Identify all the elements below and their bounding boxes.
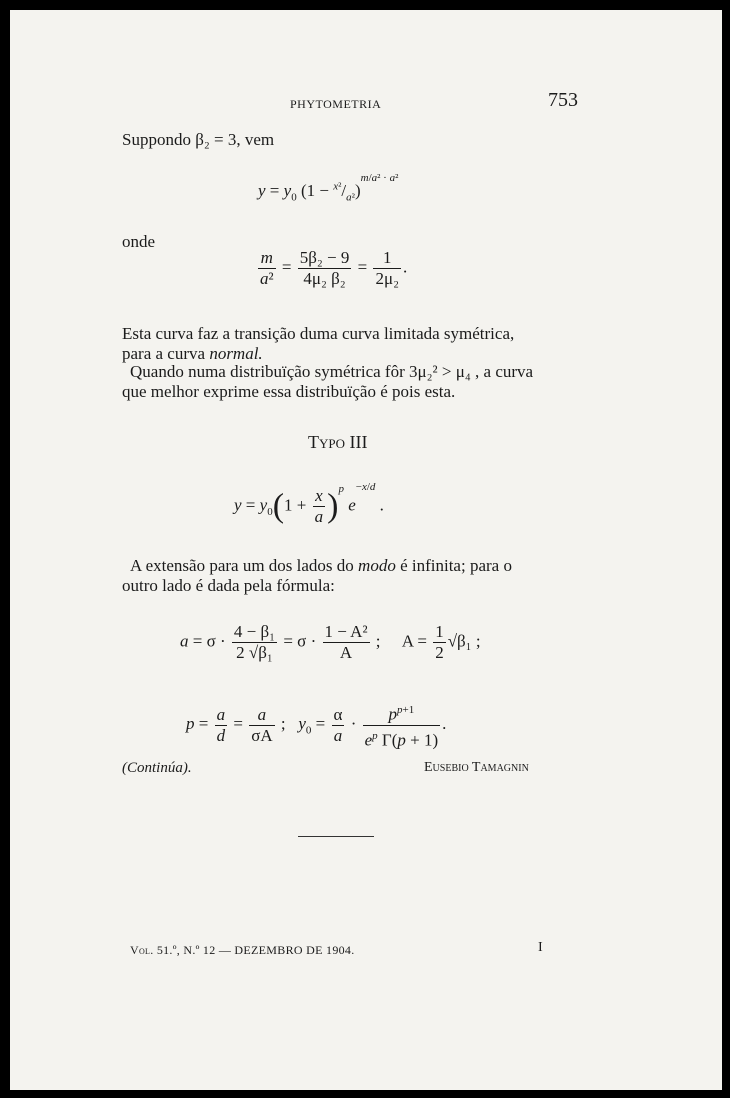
paragraph-line: Esta curva faz a transição duma curva limitada symétrica, bbox=[122, 324, 515, 343]
paragraph-line: Quando numa distribuïção symétrica fôr 3μ₂² > μ₄ , a curva bbox=[130, 362, 534, 381]
paragraph-line: outro lado é dada pela fórmula: bbox=[122, 576, 335, 595]
section-divider bbox=[298, 836, 374, 837]
paragraph-line: para a curva normal. bbox=[122, 344, 263, 363]
running-title: PHYTOMETRIA bbox=[290, 97, 382, 111]
paragraph-line: que melhor exprime essa distribuïção é pois esta. bbox=[122, 382, 456, 401]
author-name: Eusebio Tamagnin bbox=[424, 760, 529, 775]
document-page bbox=[10, 10, 722, 1090]
continua-note: (Continúa). bbox=[122, 760, 192, 776]
paragraph-distribution bbox=[122, 362, 592, 402]
formula-typo-iii: $y = y_0(1$ + $\frac{x}{a}$ )$^p$ $e^{-x/d}$ . bbox=[234, 480, 384, 526]
formula-curve-type-ii bbox=[258, 172, 399, 204]
page-number: 753 bbox=[548, 89, 578, 111]
paragraph-line: A extensão para um dos lados do modo é infinita; para o bbox=[130, 556, 512, 575]
formula-p-y0: p = $\frac{a}{d}$ = $\frac{a}{\sigma A}$ ; $y_0$ = $\frac{\alpha}{a}$ · $\frac{p^{p+1}}{e^p \Gamma(p + 1)}$ . bbox=[186, 700, 446, 750]
paragraph-extension bbox=[122, 556, 592, 596]
footer-citation: Vol. 51.º, N.º 12 — DEZEMBRO DE 1904. bbox=[130, 943, 355, 957]
onde-label: onde bbox=[122, 232, 156, 251]
formula-m-ratio: $\frac{m}{\text{a²}}$ = $\frac{\text{5β₂ − 9}}{\text{4μ₂ β₂}}$ = $\frac{1}{\text{2μ₂}}$ . bbox=[260, 248, 408, 288]
signature-mark: I bbox=[538, 940, 543, 955]
supponding-line: Suppondo β₂ = 3, vem bbox=[122, 130, 275, 149]
section-title: Typo III bbox=[308, 432, 368, 452]
page-header bbox=[10, 85, 722, 115]
paragraph-transition bbox=[122, 324, 592, 364]
formula-a-sigma: a = σ · $\frac{\text{4 − β₁}}{\text{2 √β₁}}$ = σ · $\frac{\text{1 − A²}}{A}$ ; A = $\frac{1}{2}$ √β₁ ; bbox=[180, 622, 481, 662]
formula-text: $y = y_0$ $(1 - ^{x^2}/_{a^2})^{m/a^2 \cdot a^2}$ bbox=[258, 172, 399, 204]
